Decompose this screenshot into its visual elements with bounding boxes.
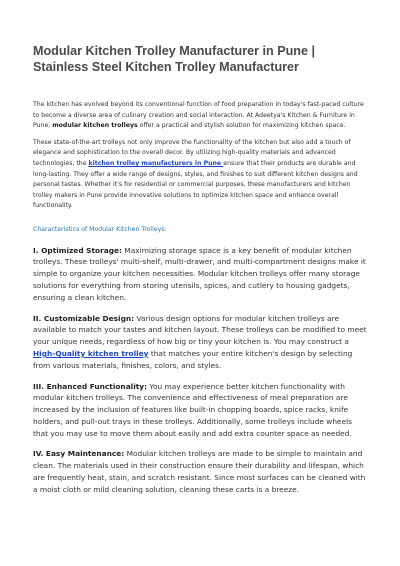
item-customizable-design	[33, 313, 369, 372]
intro-text: offer a practical and stylish solution for maximizing kitchen space.	[137, 122, 346, 130]
intro-paragraph-2	[33, 138, 369, 212]
page-title: Modular Kitchen Trolley Manufacturer in Pune | Stainless Steel Kitchen Trolley Manufacturer	[33, 44, 316, 74]
item-text: You may experience better kitchen functionality with modular kitchen trolleys. The convenience and effectiveness of meal preparation are increased by the inclusion of features like built-in chopping boards, spice racks, knife holders, and pull-out trays in these trolleys. Additionally, some trolleys include wheels that you may use to move them about easily and add extra counter space as needed.	[33, 381, 353, 438]
characteristics-heading: Characteristics of Modular Kitchen Trolleys:	[33, 225, 167, 233]
intro-text: The kitchen has evolved beyond its conventional function of food preparation in today's fast-paced culture to become a diverse area of culinary creation and social interaction. At Adeetya's Kitchen & Furniture in Pune,	[33, 101, 364, 130]
item-text: Modular kitchen trolleys are made to be simple to maintain and clean. The materials used in their construction ensure their durability and lifespan, which are frequently heat, stain, and scratch resistant. Since most surfaces can be cleaned with a moist cloth or mild cleaning solution, cleaning these carts is a breeze.	[33, 449, 366, 494]
item-text: Various design options for modular kitchen trolleys are available to match your tastes and kitchen layout. These trolleys can be modified to meet your unique needs, regardless of how big or tiny your kitchen is. You may construct a	[33, 313, 367, 347]
high-quality-trolley-link[interactable]: High-Quality kitchen trolley	[33, 348, 149, 358]
item-text: Maximizing storage space is a key benefit of modular kitchen trolleys. These trolleys' multi-shelf, multi-drawer, and multi-compartment designs make it simple to organize your kitchen necessities. Modular kitchen trolleys offer many storage solutions for everything from storing utensils, spices, and cutlery to housing gadgets, ensuring a clean kitchen.	[33, 245, 366, 302]
intro-text: These state-of-the-art trolleys not only improve the functionality of the kitchen but also add a touch of elegance and sophistication to the overall decor. By utilizing high-quality materials and advanced technologies, the	[33, 138, 351, 167]
item-label: II. Customizable Design:	[33, 313, 135, 323]
item-optimized-storage	[33, 245, 369, 304]
document-content	[33, 44, 369, 505]
item-label: III. Enhanced Functionality:	[33, 381, 148, 391]
item-label: IV. Easy Maintenance:	[33, 449, 125, 459]
intro-paragraph-1	[33, 100, 369, 132]
item-easy-maintenance	[33, 448, 369, 495]
intro-text: ensure that their products are durable and long-lasting. They offer a wide range of designs, styles, and finishes to suit different kitchen designs and personal tastes. Whether it's for residential or commercial purposes, these manufacturers and kitchen trolley makers in Pune provide innovative solutions to optimize kitchen space and enhance overall functionality.	[33, 159, 358, 210]
manufacturers-link[interactable]: kitchen trolley manufacturers in Pune	[88, 159, 224, 167]
item-label: I. Optimized Storage:	[33, 245, 123, 255]
item-enhanced-functionality	[33, 381, 369, 440]
item-text: that matches your entire kitchen's design by selecting from various materials, finishes, colors, and styles.	[33, 348, 353, 370]
intro-bold-text: modular kitchen trolleys	[52, 122, 138, 130]
